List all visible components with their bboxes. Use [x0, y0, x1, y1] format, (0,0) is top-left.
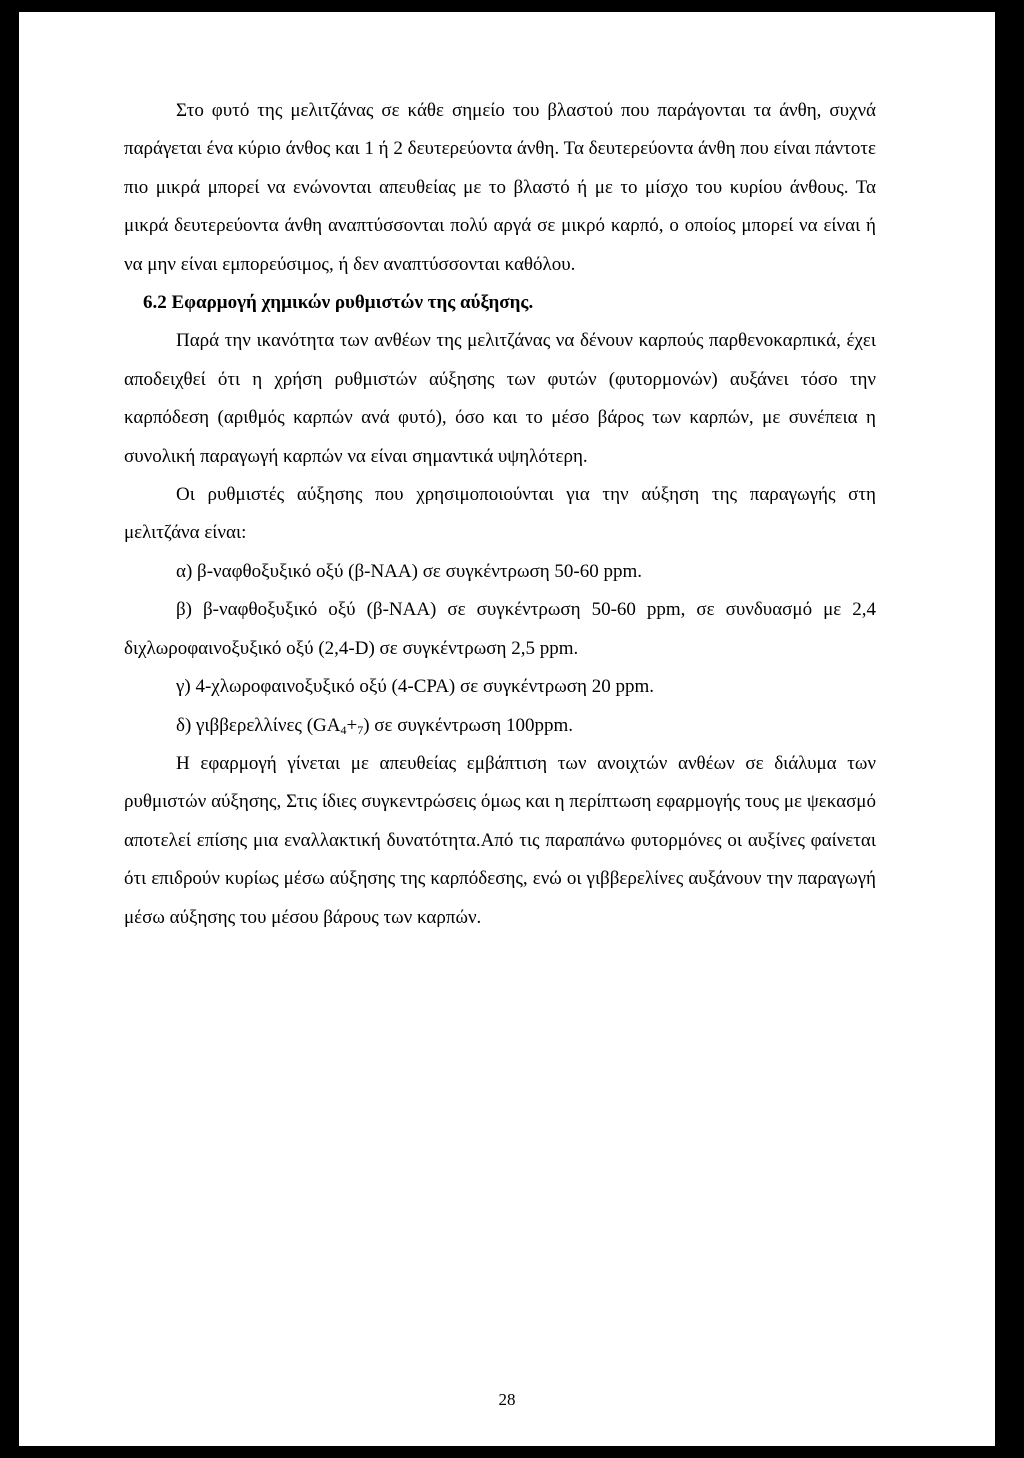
body-paragraph-3: Η εφαρμογή γίνεται με απευθείας εμβάπτιση των ανοιχτών ανθέων σε διάλυμα των ρυθμιστών αύξησης, Στις ίδιες συγκεντρώσεις όμως και η περίπτωση εφαρμογής τους με ψεκασμό αποτελεί επίσης μια εναλλακτική δυνατότητα.Από τις παραπάνω φυτορμόνες οι αυξίνες φαίνεται ότι επιδρούν κυρίως μέσω αύξησης της καρπόδεσης, ενώ οι γιββερελίνες αυξάνουν την παραγωγή μέσω αύξησης του μέσου βάρους των καρπών. — [124, 752, 876, 928]
document-page — [19, 12, 995, 1446]
section-heading: 6.2 Εφαρμογή χημικών ρυθμιστών της αύξησης. — [143, 292, 534, 314]
list-item-a: α) β-ναφθοξυξικό οξύ (β-NAA) σε συγκέντρωση 50-60 ppm. — [176, 560, 643, 582]
intro-paragraph: Στο φυτό της μελιτζάνας σε κάθε σημείο του βλαστού που παράγονται τα άνθη, συχνά παράγεται ένα κύριο άνθος και 1 ή 2 δευτερεύοντα άνθη. Τα δευτερεύοντα άνθη που είναι πάντοτε πιο μικρά μπορεί να ενώνονται απευθείας με το βλαστό ή με το μίσχο του κυρίου άνθους. Τα μικρά δευτερεύοντα άνθη αναπτύσσονται πολύ αργά σε μικρό καρπό, ο οποίος μπορεί να είναι ή να μην είναι εμπορεύσιμος, ή δεν αναπτύσσονται καθόλου. — [124, 100, 876, 275]
list-item-d-suffix: ) σε συγκέντρωση 100ppm. — [363, 714, 574, 736]
list-item-d-plus: + — [346, 714, 358, 736]
body-paragraph-2: Οι ρυθμιστές αύξησης που χρησιμοποιούνται για την αύξηση της παραγωγής στη μελιτζάνα είναι: — [124, 484, 876, 544]
list-item-b: β) β-ναφθοξυξικό οξύ (β-NAA) σε συγκέντρωση 50-60 ppm, σε συνδυασμό με 2,4 διχλωροφαινοξυξικό οξύ (2,4-D) σε συγκέντρωση 2,5 ppm. — [124, 599, 876, 659]
page-number: 28 — [498, 1390, 516, 1409]
page-content — [124, 92, 876, 937]
body-paragraph-1: Παρά την ικανότητα των ανθέων της μελιτζάνας να δένουν καρπούς παρθενοκαρπικά, έχει αποδειχθεί ότι η χρήση ρυθμιστών αύξησης των φυτών (φυτορμονών) αυξάνει τόσο την καρπόδεση (αριθμός καρπών ανά φυτό), όσο και το μέσο βάρος των καρπών, με συνέπεια η συνολική παραγωγή καρπών να είναι σημαντικά υψηλότερη. — [124, 330, 876, 467]
list-item-d-prefix: δ) γιββερελλίνες (GA — [176, 714, 341, 736]
list-item-d-subscript-1: 4 — [340, 722, 347, 737]
list-item-d — [124, 707, 876, 745]
list-item-d-subscript-2: 7 — [357, 722, 364, 737]
list-item-c: γ) 4-χλωροφαινοξυξικό οξύ (4-CPA) σε συγκέντρωση 20 ppm. — [176, 676, 654, 698]
